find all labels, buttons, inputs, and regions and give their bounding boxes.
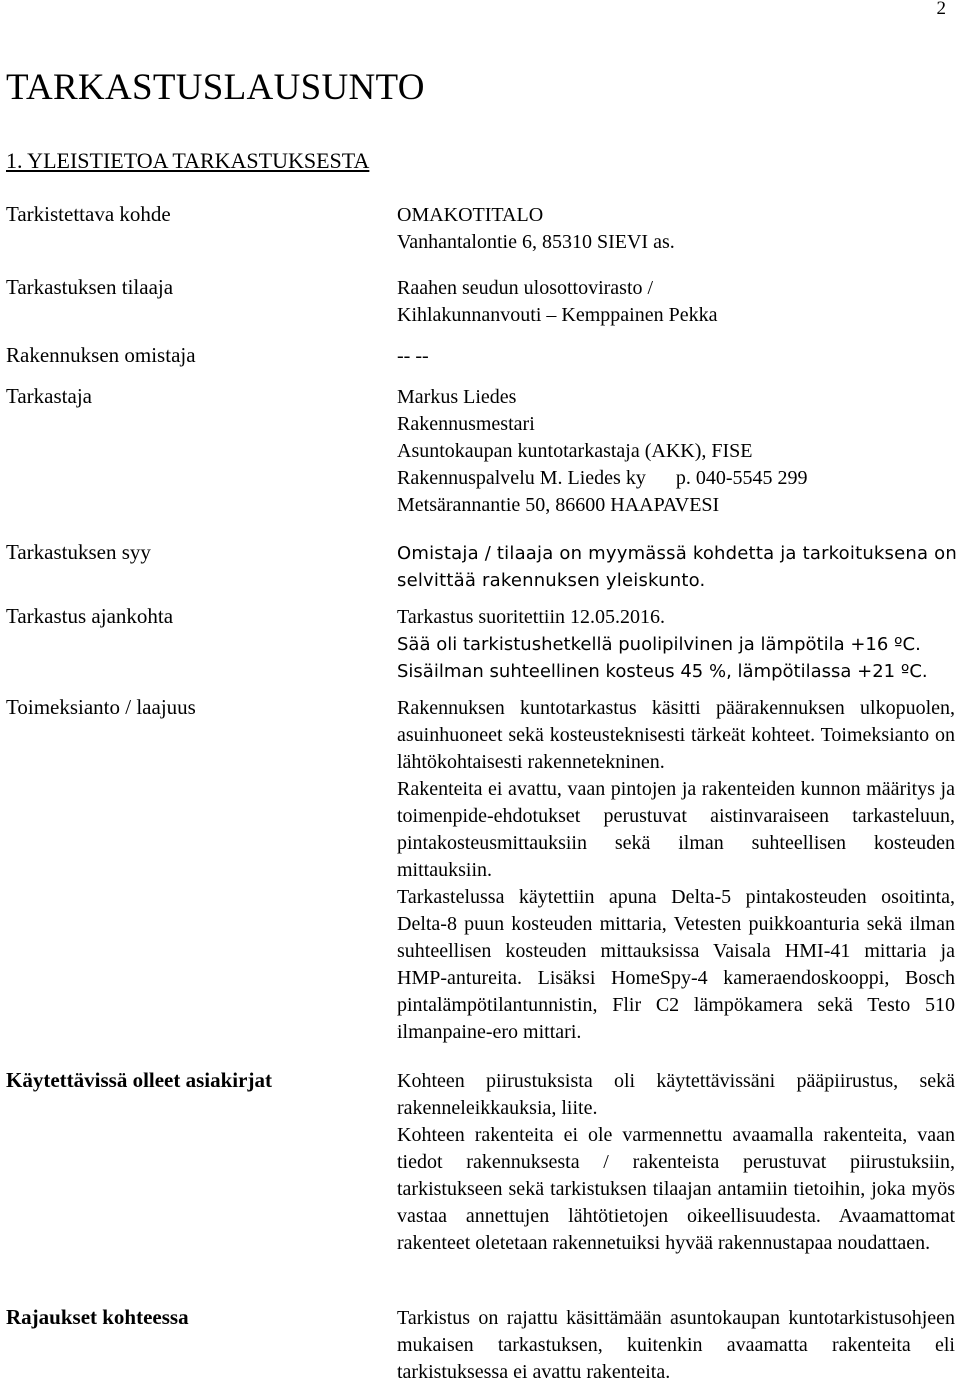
ajankohta-line: Sää oli tarkistushetkellä puolipilvinen ja lämpötila +16 ºC. bbox=[397, 634, 921, 655]
kohde-line: Vanhantalontie 6, 85310 SIEVI as. bbox=[397, 231, 675, 253]
label-ajankohta: Tarkastus ajankohta bbox=[6, 604, 174, 628]
value-omistaja: -- -- bbox=[397, 345, 429, 367]
value-ajankohta bbox=[397, 604, 957, 685]
tarkastaja-line: Rakennusmestari bbox=[397, 413, 535, 435]
document-title: TARKASTUSLAUSUNTO bbox=[6, 67, 425, 108]
toimeksianto-paragraph: Rakennuksen kuntotarkastus käsitti päärakennuksen ulkopuolen, asuinhuoneet sekä kosteusteknisesti tärkeät kohteet. Toimeksianto on lähtökohtaisesti rakennetekninen. bbox=[397, 697, 955, 773]
label-tarkastaja: Tarkastaja bbox=[6, 384, 92, 408]
asiakirjat-paragraph: Kohteen rakenteita ei ole varmennettu avaamalla rakenteita, vaan tiedot rakennuksesta / rakenteista perustuvat piirustuksiin, tarkistukseen sekä tarkistuksen tilaajan antamiin tietoihin, joka myös vastaa annettujen lähtötietojen oikeellisuudesta. Avaamattomat rakenteet oletetaan rakennetuiksi hyvää rakennustapaa noudattaen. bbox=[397, 1124, 955, 1254]
label-syy: Tarkastuksen syy bbox=[6, 540, 151, 564]
ajankohta-line: Sisäilman suhteellinen kosteus 45 %, lämpötilassa +21 ºC. bbox=[397, 661, 928, 682]
label-omistaja: Rakennuksen omistaja bbox=[6, 343, 196, 367]
value-syy: Omistaja / tilaaja on myymässä kohdetta ja tarkoituksena on selvittää rakennuksen yleiskunto. bbox=[397, 543, 957, 591]
tilaaja-line: Kihlakunnanvouti – Kemppainen Pekka bbox=[397, 304, 718, 326]
tarkastaja-line: Asuntokaupan kuntotarkastaja (AKK), FISE bbox=[397, 440, 753, 462]
tarkastaja-line: Rakennuspalvelu M. Liedes ky p. 040-5545 299 bbox=[397, 467, 808, 489]
label-kohde: Tarkistettava kohde bbox=[6, 202, 171, 226]
toimeksianto-paragraph: Tarkastelussa käytettiin apuna Delta-5 pintakosteuden osoitinta, Delta-8 puun kosteuden mittaria, Vetesten puikkoanturia sekä ilman suhteellisen kosteuden mittauksissa Vaisala HMI-41 mittaria ja HMP-antureita. Lisäksi HomeSpy-4 kameraendoskooppi, Bosch pintalämpötilantunnistin, Flir C2 lämpökamera sekä Testo 510 ilmanpaine-ero mittari. bbox=[397, 886, 955, 1043]
value-toimeksianto bbox=[397, 695, 955, 1046]
ajankohta-line: Tarkastus suoritettiin 12.05.2016. bbox=[397, 606, 666, 628]
page-number: 2 bbox=[936, 0, 946, 19]
label-tilaaja: Tarkastuksen tilaaja bbox=[6, 275, 174, 299]
value-kohde bbox=[397, 202, 957, 256]
label-rajaukset: Rajaukset kohteessa bbox=[6, 1305, 189, 1329]
asiakirjat-paragraph: Kohteen piirustuksista oli käytettävissäni pääpiirustus, sekä rakenneleikkauksia, liite. bbox=[397, 1070, 955, 1119]
label-asiakirjat: Käytettävissä olleet asiakirjat bbox=[6, 1068, 272, 1092]
toimeksianto-paragraph: Rakenteita ei avattu, vaan pintojen ja rakenteiden kunnon määritys ja toimenpide-ehdotukset perustuvat aistinvaraiseen tarkasteluun, pintakosteusmittauksiin sekä ilman suhteellisen kosteuden mittauksiin. bbox=[397, 778, 955, 881]
value-tilaaja bbox=[397, 275, 957, 329]
tarkastaja-line: Markus Liedes bbox=[397, 386, 517, 408]
value-tarkastaja bbox=[397, 384, 957, 519]
value-asiakirjat bbox=[397, 1068, 955, 1257]
label-toimeksianto: Toimeksianto / laajuus bbox=[6, 695, 196, 719]
kohde-line: OMAKOTITALO bbox=[397, 204, 544, 226]
tarkastaja-line: Metsärannantie 50, 86600 HAAPAVESI bbox=[397, 494, 720, 516]
section-heading: 1. YLEISTIETOA TARKASTUKSESTA bbox=[6, 148, 370, 173]
tilaaja-line: Raahen seudun ulosottovirasto / bbox=[397, 277, 654, 299]
value-rajaukset: Tarkistus on rajattu käsittämään asuntokaupan kuntotarkistusohjeen mukaisen tarkastuksen, kuitenkin avaamatta rakenteita eli tarkistuksessa ei avattu rakenteita. bbox=[397, 1307, 955, 1383]
